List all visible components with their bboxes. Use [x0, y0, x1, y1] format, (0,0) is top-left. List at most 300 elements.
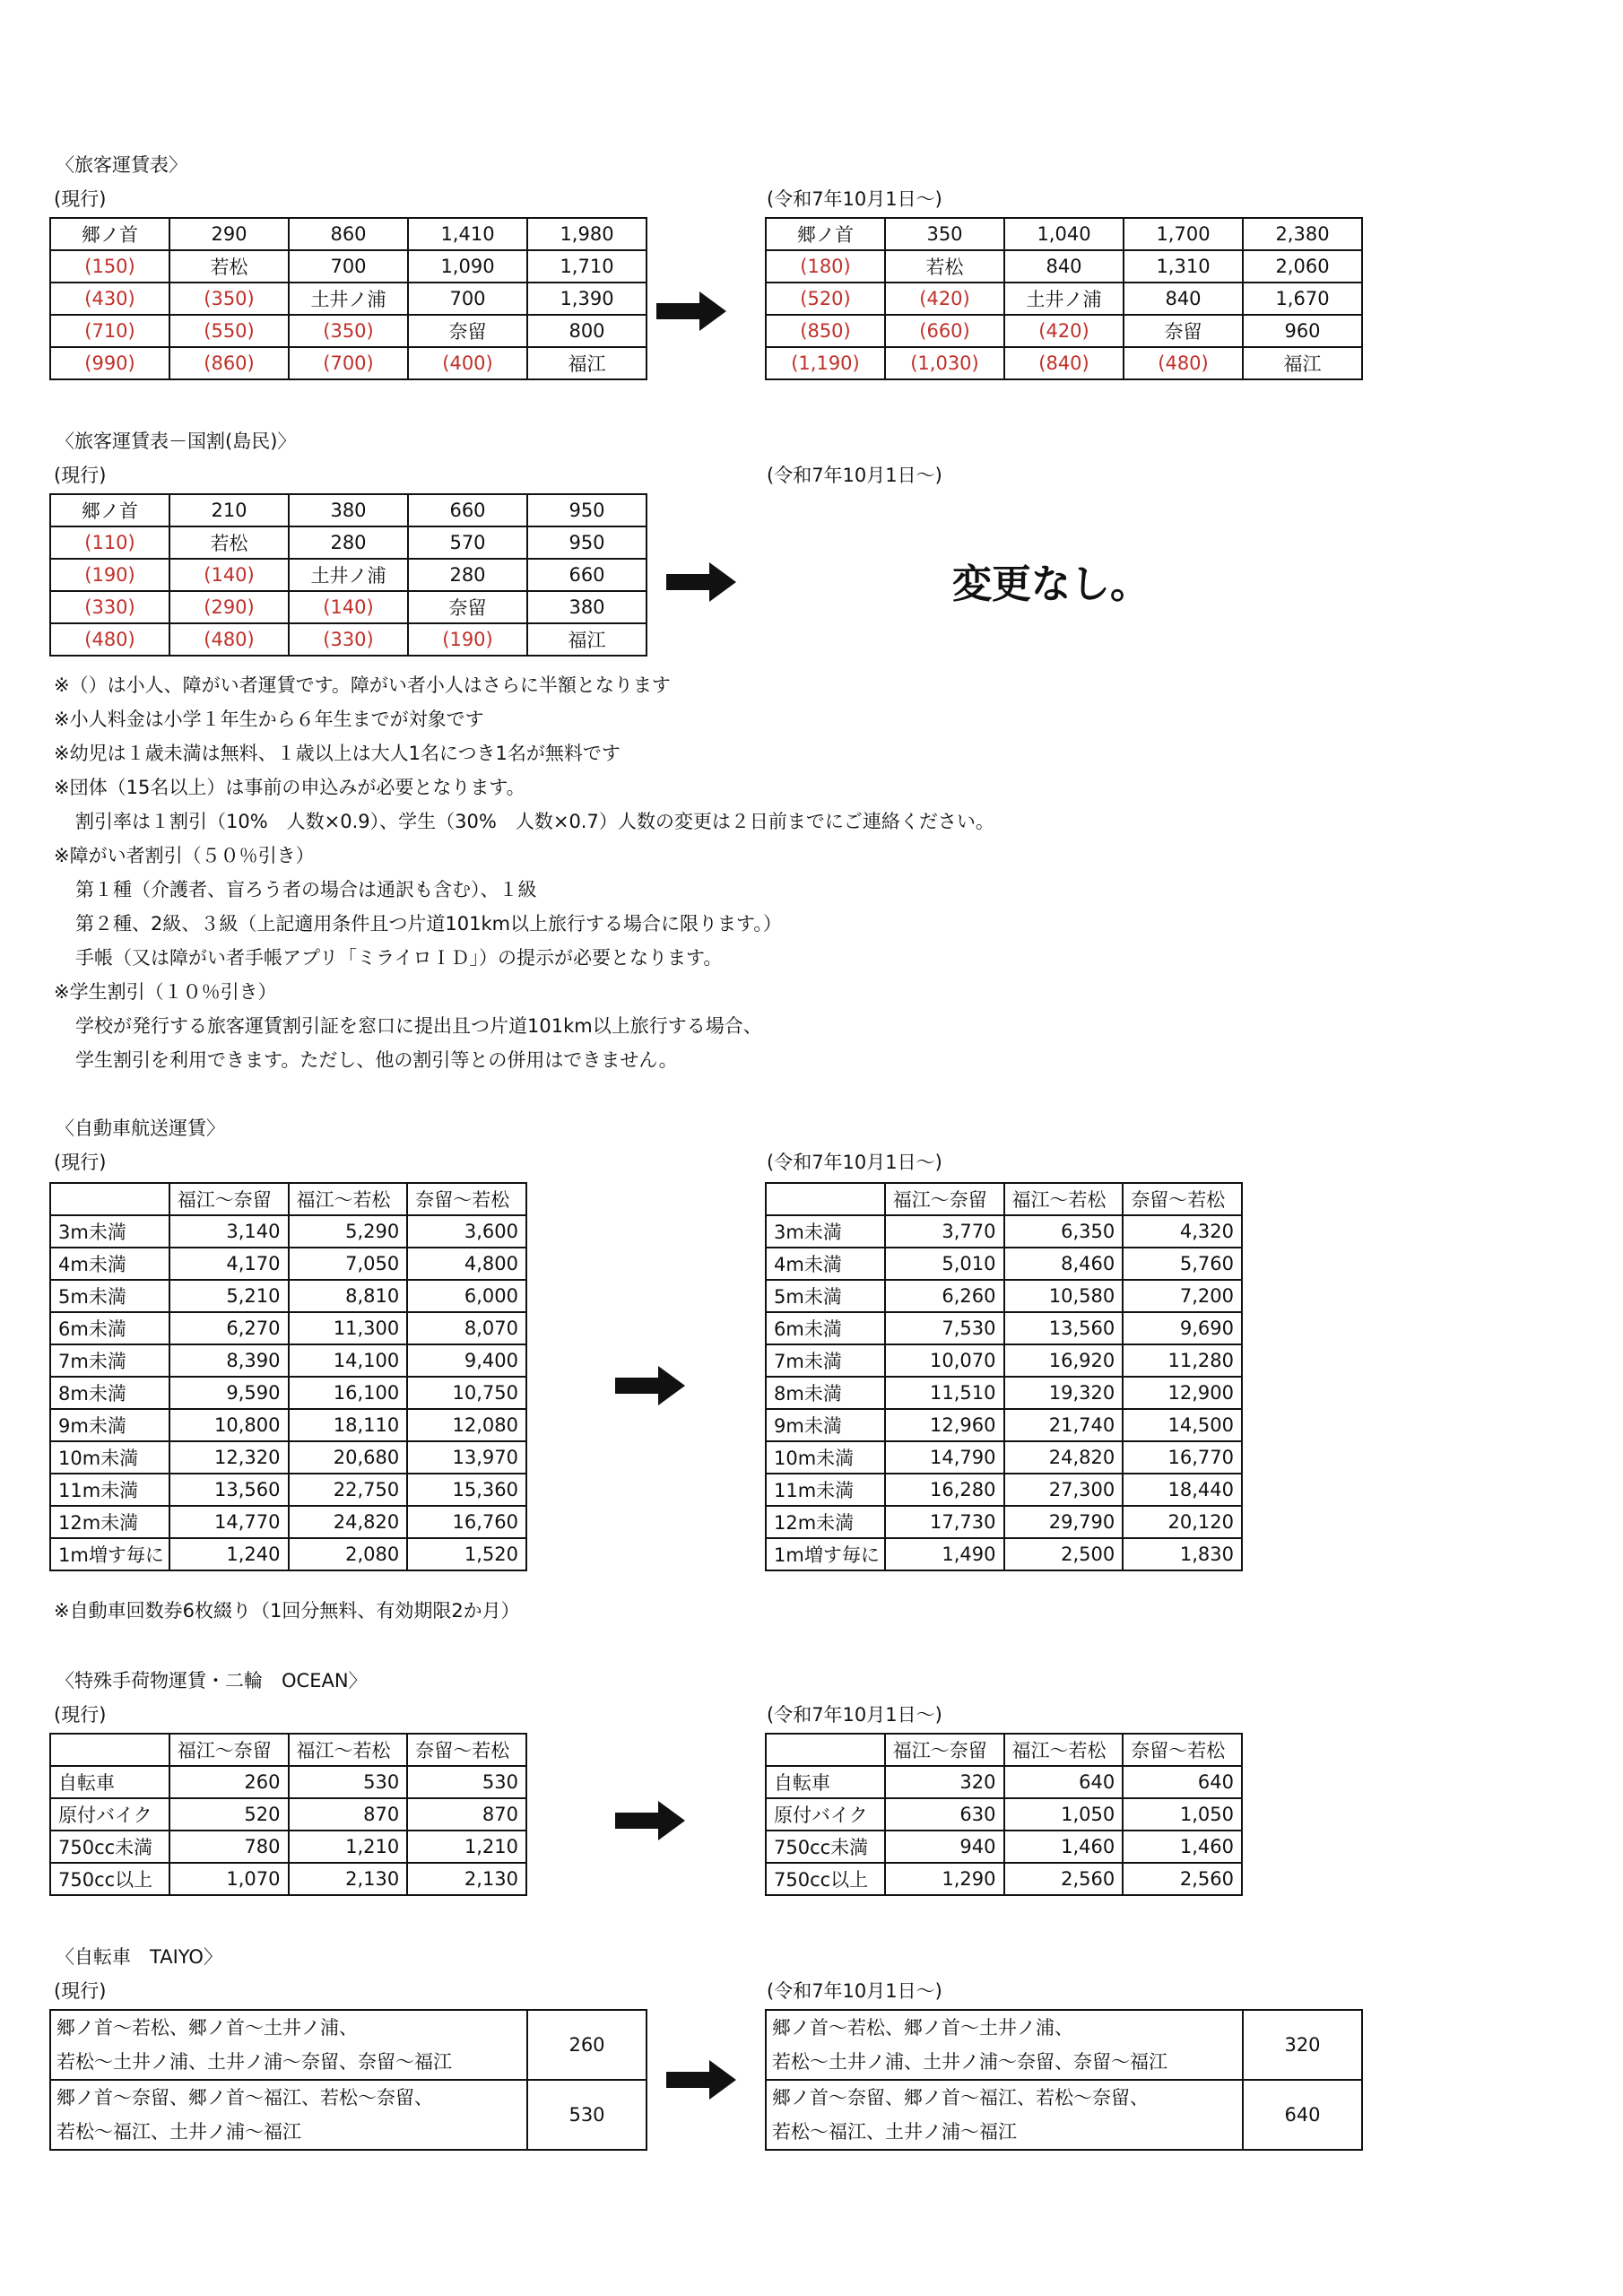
- table-cell: 福江: [527, 623, 647, 656]
- table-row: [766, 1248, 1242, 1280]
- table-cell: 1,700: [1124, 218, 1243, 250]
- table-cell: 8,810: [289, 1280, 408, 1312]
- table-cell: (850): [766, 315, 885, 347]
- table-cell: 6,270: [169, 1312, 289, 1344]
- row-label: 12m未満: [50, 1506, 169, 1538]
- table-row: [766, 218, 1362, 250]
- table-cell: 12,320: [169, 1441, 289, 1474]
- car-fare-note: ※自動車回数券6枚綴り（1回分無料、有効期限2か月）: [54, 1600, 520, 1622]
- table-cell: 1,410: [408, 218, 527, 250]
- row-label: 4m未満: [50, 1248, 169, 1280]
- two-wheel-table-new: [765, 1733, 1243, 1896]
- table-row: [766, 1215, 1242, 1248]
- table-cell: 1,830: [1123, 1538, 1242, 1570]
- note-line: ※障がい者割引（５０％引き）: [54, 845, 315, 866]
- table-cell: 960: [1243, 315, 1362, 347]
- table-cell: 6,350: [1004, 1215, 1124, 1248]
- table-cell: 940: [885, 1831, 1004, 1863]
- table-cell: 14,770: [169, 1506, 289, 1538]
- table-cell: (480): [1124, 347, 1243, 379]
- table-cell: 700: [408, 283, 527, 315]
- table-cell: 8,070: [407, 1312, 526, 1344]
- table-cell: 福江: [1243, 347, 1362, 379]
- current-label: (現行): [54, 1980, 107, 2002]
- table-cell: 8,460: [1004, 1248, 1124, 1280]
- two-wheel-table-current: [49, 1733, 527, 1896]
- current-label: (現行): [54, 1704, 107, 1726]
- table-cell: 29,790: [1004, 1506, 1124, 1538]
- row-label: 1m増す毎に: [766, 1538, 885, 1570]
- route-line: 若松〜福江、土井ノ浦〜福江: [56, 2121, 301, 2143]
- row-label: 9m未満: [766, 1409, 885, 1441]
- table-cell: 17,730: [885, 1506, 1004, 1538]
- row-label: 4m未満: [766, 1248, 885, 1280]
- table-cell: 土井ノ浦: [1004, 283, 1124, 315]
- column-header: 福江〜若松: [289, 1183, 408, 1215]
- arrow-right-icon: [656, 291, 726, 331]
- table-cell: 1,670: [1243, 283, 1362, 315]
- column-header: 福江〜奈留: [169, 1183, 289, 1215]
- table-cell: 7,050: [289, 1248, 408, 1280]
- table-cell: 1,460: [1123, 1831, 1242, 1863]
- table-cell: 16,280: [885, 1474, 1004, 1506]
- table-row: [766, 2080, 1362, 2150]
- route-list: [766, 2080, 1243, 2150]
- table-cell: 260: [169, 1766, 289, 1798]
- section-title-fare: 〈旅客運賃表〉: [56, 154, 187, 176]
- table-cell: 5,210: [169, 1280, 289, 1312]
- route-line: 郷ノ首〜奈留、郷ノ首〜福江、若松〜奈留、: [56, 2087, 433, 2109]
- table-cell: 1,390: [527, 283, 647, 315]
- table-cell: 10,750: [407, 1377, 526, 1409]
- table-cell: (110): [50, 526, 169, 559]
- table-cell: 640: [1123, 1766, 1242, 1798]
- table-row: [50, 1215, 526, 1248]
- row-label: 自転車: [766, 1766, 885, 1798]
- table-row: [766, 1280, 1242, 1312]
- note-line: 手帳（又は障がい者手帳アプリ「ミライロＩＤ」）の提示が必要となります。: [75, 947, 723, 969]
- table-row: [766, 283, 1362, 315]
- table-row: [766, 1409, 1242, 1441]
- table-cell: 10,800: [169, 1409, 289, 1441]
- price-cell: 640: [1243, 2080, 1362, 2150]
- note-line: ※（）は小人、障がい者運賃です。障がい者小人はさらに半額となります: [54, 674, 671, 696]
- table-cell: 660: [527, 559, 647, 591]
- table-cell: (140): [289, 591, 408, 623]
- route-line: 郷ノ首〜若松、郷ノ首〜土井ノ浦、: [772, 2017, 1073, 2039]
- bicycle-table-new: [765, 2009, 1363, 2151]
- table-cell: 13,560: [169, 1474, 289, 1506]
- table-cell: 3,140: [169, 1215, 289, 1248]
- table-cell: 18,440: [1123, 1474, 1242, 1506]
- table-cell: 800: [527, 315, 647, 347]
- section-title-bicycle: 〈自転車 TAIYO〉: [56, 1946, 222, 1968]
- table-cell: 2,130: [289, 1863, 408, 1895]
- table-cell: 福江: [527, 347, 647, 379]
- table-cell: 1,050: [1004, 1798, 1124, 1831]
- table-header-row: [766, 1183, 1242, 1215]
- new-label: (令和7年10月1日〜): [767, 1152, 942, 1173]
- column-header: 奈留〜若松: [407, 1734, 526, 1766]
- table-cell: 14,790: [885, 1441, 1004, 1474]
- table-cell: 8,390: [169, 1344, 289, 1377]
- table-row: [766, 347, 1362, 379]
- table-cell: (710): [50, 315, 169, 347]
- table-cell: 280: [408, 559, 527, 591]
- table-cell: 14,500: [1123, 1409, 1242, 1441]
- price-cell: 530: [527, 2080, 647, 2150]
- table-cell: (700): [289, 347, 408, 379]
- table-cell: (660): [885, 315, 1004, 347]
- table-cell: 860: [289, 218, 408, 250]
- table-cell: 2,060: [1243, 250, 1362, 283]
- price-cell: 260: [527, 2010, 647, 2080]
- table-cell: 320: [885, 1766, 1004, 1798]
- table-cell: 840: [1004, 250, 1124, 283]
- table-cell: 若松: [169, 250, 289, 283]
- column-header: [50, 1183, 169, 1215]
- table-cell: 840: [1124, 283, 1243, 315]
- table-row: [50, 2010, 647, 2080]
- island-fare-table-current: [49, 493, 647, 657]
- table-row: [766, 315, 1362, 347]
- table-cell: 奈留: [408, 315, 527, 347]
- price-cell: 320: [1243, 2010, 1362, 2080]
- row-label: 10m未満: [766, 1441, 885, 1474]
- table-cell: (180): [766, 250, 885, 283]
- row-label: 3m未満: [766, 1215, 885, 1248]
- table-row: [766, 1506, 1242, 1538]
- table-cell: 10,070: [885, 1344, 1004, 1377]
- note-line: ※幼児は１歳未満は無料、１歳以上は大人1名につき1名が無料です: [54, 743, 621, 764]
- table-cell: 11,280: [1123, 1344, 1242, 1377]
- table-cell: (430): [50, 283, 169, 315]
- table-cell: 1,310: [1124, 250, 1243, 283]
- table-cell: 1,210: [289, 1831, 408, 1863]
- row-label: 6m未満: [766, 1312, 885, 1344]
- table-row: [50, 347, 647, 379]
- table-row: [766, 1312, 1242, 1344]
- table-cell: 5,760: [1123, 1248, 1242, 1280]
- table-cell: 700: [289, 250, 408, 283]
- note-line: ※団体（15名以上）は事前の申込みが必要となります。: [54, 777, 525, 798]
- table-cell: 郷ノ首: [766, 218, 885, 250]
- table-cell: 870: [289, 1798, 408, 1831]
- table-cell: (330): [289, 623, 408, 656]
- bicycle-table-current: [49, 2009, 647, 2151]
- table-row: [766, 250, 1362, 283]
- table-row: [766, 1863, 1242, 1895]
- column-header: 奈留〜若松: [1123, 1734, 1242, 1766]
- table-cell: 520: [169, 1798, 289, 1831]
- table-cell: 1,210: [407, 1831, 526, 1863]
- current-label: (現行): [54, 188, 107, 210]
- table-cell: 7,530: [885, 1312, 1004, 1344]
- table-row: [50, 623, 647, 656]
- table-cell: 郷ノ首: [50, 218, 169, 250]
- note-line: ※小人料金は小学１年生から６年生までが対象です: [54, 709, 484, 730]
- table-row: [50, 1766, 526, 1798]
- table-cell: (1,030): [885, 347, 1004, 379]
- route-list: [766, 2010, 1243, 2080]
- table-cell: 1,490: [885, 1538, 1004, 1570]
- row-label: 5m未満: [50, 1280, 169, 1312]
- table-cell: 290: [169, 218, 289, 250]
- table-cell: 380: [527, 591, 647, 623]
- note-line: 学校が発行する旅客運賃割引証を窓口に提出且つ片道101km以上旅行する場合、: [75, 1015, 762, 1037]
- table-cell: 660: [408, 494, 527, 526]
- table-cell: 10,580: [1004, 1280, 1124, 1312]
- table-cell: 11,300: [289, 1312, 408, 1344]
- table-row: [50, 494, 647, 526]
- row-label: 9m未満: [50, 1409, 169, 1441]
- table-row: [50, 591, 647, 623]
- route-line: 郷ノ首〜若松、郷ノ首〜土井ノ浦、: [56, 2017, 358, 2039]
- row-label: 7m未満: [766, 1344, 885, 1377]
- new-label: (令和7年10月1日〜): [767, 465, 942, 486]
- table-row: [50, 1441, 526, 1474]
- table-cell: 2,080: [289, 1538, 408, 1570]
- table-cell: 1,090: [408, 250, 527, 283]
- table-cell: 3,770: [885, 1215, 1004, 1248]
- table-cell: 210: [169, 494, 289, 526]
- table-cell: 奈留: [408, 591, 527, 623]
- note-line: 第２種、2級、３級（上記適用条件且つ片道101km以上旅行する場合に限ります。）: [75, 913, 782, 935]
- table-row: [50, 1280, 526, 1312]
- column-header: 福江〜奈留: [169, 1734, 289, 1766]
- row-label: 7m未満: [50, 1344, 169, 1377]
- row-label: 11m未満: [766, 1474, 885, 1506]
- table-cell: 9,400: [407, 1344, 526, 1377]
- column-header: [766, 1183, 885, 1215]
- table-cell: 630: [885, 1798, 1004, 1831]
- fare-table-new: [765, 217, 1363, 380]
- column-header: 福江〜若松: [1004, 1734, 1124, 1766]
- table-row: [50, 218, 647, 250]
- table-cell: 530: [407, 1766, 526, 1798]
- route-line: 若松〜土井ノ浦、土井ノ浦〜奈留、奈留〜福江: [56, 2051, 452, 2073]
- column-header: 奈留〜若松: [407, 1183, 526, 1215]
- row-label: 8m未満: [766, 1377, 885, 1409]
- table-cell: 若松: [169, 526, 289, 559]
- row-label: 750cc以上: [50, 1863, 169, 1895]
- table-cell: 土井ノ浦: [289, 283, 408, 315]
- table-cell: 16,100: [289, 1377, 408, 1409]
- new-label: (令和7年10月1日〜): [767, 1704, 942, 1726]
- table-cell: 18,110: [289, 1409, 408, 1441]
- table-cell: 6,000: [407, 1280, 526, 1312]
- table-cell: 2,130: [407, 1863, 526, 1895]
- current-label: (現行): [54, 1152, 107, 1173]
- table-cell: 12,080: [407, 1409, 526, 1441]
- table-cell: 1,520: [407, 1538, 526, 1570]
- table-cell: 14,100: [289, 1344, 408, 1377]
- table-row: [50, 1474, 526, 1506]
- column-header: [50, 1734, 169, 1766]
- table-cell: 13,560: [1004, 1312, 1124, 1344]
- table-cell: 7,200: [1123, 1280, 1242, 1312]
- table-cell: 570: [408, 526, 527, 559]
- table-cell: 郷ノ首: [50, 494, 169, 526]
- table-cell: (840): [1004, 347, 1124, 379]
- table-row: [50, 1538, 526, 1570]
- table-cell: (1,190): [766, 347, 885, 379]
- new-label: (令和7年10月1日〜): [767, 188, 942, 210]
- arrow-right-icon: [615, 1366, 685, 1405]
- table-cell: 20,680: [289, 1441, 408, 1474]
- route-line: 郷ノ首〜奈留、郷ノ首〜福江、若松〜奈留、: [772, 2087, 1149, 2109]
- table-cell: 3,600: [407, 1215, 526, 1248]
- section-title-special-baggage: 〈特殊手荷物運賃・二輪 OCEAN〉: [56, 1670, 368, 1692]
- row-label: 3m未満: [50, 1215, 169, 1248]
- table-cell: 21,740: [1004, 1409, 1124, 1441]
- table-cell: 27,300: [1004, 1474, 1124, 1506]
- table-cell: (420): [885, 283, 1004, 315]
- new-label: (令和7年10月1日〜): [767, 1980, 942, 2002]
- fare-table-current: [49, 217, 647, 380]
- table-cell: 5,290: [289, 1215, 408, 1248]
- table-header-row: [50, 1183, 526, 1215]
- table-cell: (350): [169, 283, 289, 315]
- table-cell: 土井ノ浦: [289, 559, 408, 591]
- table-cell: 870: [407, 1798, 526, 1831]
- arrow-right-icon: [666, 562, 736, 602]
- car-fare-table-current: [49, 1182, 527, 1571]
- table-row: [766, 1441, 1242, 1474]
- table-row: [50, 1863, 526, 1895]
- table-cell: 20,120: [1123, 1506, 1242, 1538]
- table-cell: 9,690: [1123, 1312, 1242, 1344]
- table-row: [50, 283, 647, 315]
- table-cell: 4,170: [169, 1248, 289, 1280]
- no-change-text: 変更なし。: [952, 561, 1150, 607]
- section-title-island-fare: 〈旅客運賃表－国割(島民)〉: [56, 430, 297, 452]
- table-row: [50, 559, 647, 591]
- table-cell: 22,750: [289, 1474, 408, 1506]
- table-cell: 2,380: [1243, 218, 1362, 250]
- table-cell: (150): [50, 250, 169, 283]
- table-cell: 13,970: [407, 1441, 526, 1474]
- car-fare-table-new: [765, 1182, 1243, 1571]
- table-header-row: [50, 1734, 526, 1766]
- table-cell: 若松: [885, 250, 1004, 283]
- table-cell: (550): [169, 315, 289, 347]
- row-label: 6m未満: [50, 1312, 169, 1344]
- table-cell: 11,510: [885, 1377, 1004, 1409]
- table-cell: 4,320: [1123, 1215, 1242, 1248]
- table-cell: (290): [169, 591, 289, 623]
- column-header: 奈留〜若松: [1123, 1183, 1242, 1215]
- row-label: 原付バイク: [766, 1798, 885, 1831]
- table-row: [766, 1377, 1242, 1409]
- table-cell: 9,590: [169, 1377, 289, 1409]
- row-label: 1m増す毎に: [50, 1538, 169, 1570]
- note-line: 第１種（介護者、盲ろう者の場合は通訳も含む）、１級: [75, 879, 537, 900]
- column-header: 福江〜奈留: [885, 1183, 1004, 1215]
- table-cell: 350: [885, 218, 1004, 250]
- arrow-right-icon: [615, 1801, 685, 1840]
- table-cell: 530: [289, 1766, 408, 1798]
- table-row: [766, 1344, 1242, 1377]
- table-cell: 15,360: [407, 1474, 526, 1506]
- table-cell: 16,770: [1123, 1441, 1242, 1474]
- table-cell: 5,010: [885, 1248, 1004, 1280]
- table-row: [766, 2010, 1362, 2080]
- row-label: 750cc以上: [766, 1863, 885, 1895]
- table-row: [50, 1248, 526, 1280]
- table-row: [50, 1831, 526, 1863]
- table-cell: (140): [169, 559, 289, 591]
- table-cell: (520): [766, 283, 885, 315]
- arrow-right-icon: [666, 2060, 736, 2100]
- table-cell: 780: [169, 1831, 289, 1863]
- column-header: 福江〜奈留: [885, 1734, 1004, 1766]
- table-cell: 19,320: [1004, 1377, 1124, 1409]
- table-cell: 2,500: [1004, 1538, 1124, 1570]
- table-cell: 12,900: [1123, 1377, 1242, 1409]
- table-cell: (190): [50, 559, 169, 591]
- table-row: [50, 1409, 526, 1441]
- table-cell: (990): [50, 347, 169, 379]
- table-row: [50, 1377, 526, 1409]
- table-cell: (420): [1004, 315, 1124, 347]
- table-row: [50, 1344, 526, 1377]
- table-cell: 16,920: [1004, 1344, 1124, 1377]
- table-cell: 950: [527, 526, 647, 559]
- table-cell: 1,240: [169, 1538, 289, 1570]
- column-header: 福江〜若松: [1004, 1183, 1124, 1215]
- table-cell: (480): [169, 623, 289, 656]
- row-label: 8m未満: [50, 1377, 169, 1409]
- route-list: [50, 2010, 527, 2080]
- table-cell: 280: [289, 526, 408, 559]
- table-cell: 950: [527, 494, 647, 526]
- table-row: [50, 315, 647, 347]
- route-list: [50, 2080, 527, 2150]
- table-row: [50, 1312, 526, 1344]
- section-title-car: 〈自動車航送運賃〉: [56, 1118, 225, 1139]
- table-cell: 2,560: [1004, 1863, 1124, 1895]
- table-cell: 4,800: [407, 1248, 526, 1280]
- table-cell: (190): [408, 623, 527, 656]
- table-row: [50, 1798, 526, 1831]
- table-cell: 16,760: [407, 1506, 526, 1538]
- table-cell: 奈留: [1124, 315, 1243, 347]
- table-row: [766, 1538, 1242, 1570]
- fare-notes: [54, 668, 994, 1077]
- table-cell: (860): [169, 347, 289, 379]
- table-cell: 1,710: [527, 250, 647, 283]
- row-label: 750cc未満: [766, 1831, 885, 1863]
- table-cell: 1,050: [1123, 1798, 1242, 1831]
- table-header-row: [766, 1734, 1242, 1766]
- table-cell: 6,260: [885, 1280, 1004, 1312]
- table-row: [766, 1474, 1242, 1506]
- table-cell: 24,820: [289, 1506, 408, 1538]
- table-cell: (330): [50, 591, 169, 623]
- row-label: 10m未満: [50, 1441, 169, 1474]
- row-label: 750cc未満: [50, 1831, 169, 1863]
- table-cell: 1,290: [885, 1863, 1004, 1895]
- table-cell: (480): [50, 623, 169, 656]
- table-row: [50, 2080, 647, 2150]
- table-row: [766, 1831, 1242, 1863]
- note-line: 割引率は１割引（10% 人数×0.9）、学生（30% 人数×0.7）人数の変更は２日前までにご連絡ください。: [75, 811, 994, 832]
- table-cell: 12,960: [885, 1409, 1004, 1441]
- route-line: 若松〜福江、土井ノ浦〜福江: [772, 2121, 1017, 2143]
- row-label: 原付バイク: [50, 1798, 169, 1831]
- table-cell: 1,040: [1004, 218, 1124, 250]
